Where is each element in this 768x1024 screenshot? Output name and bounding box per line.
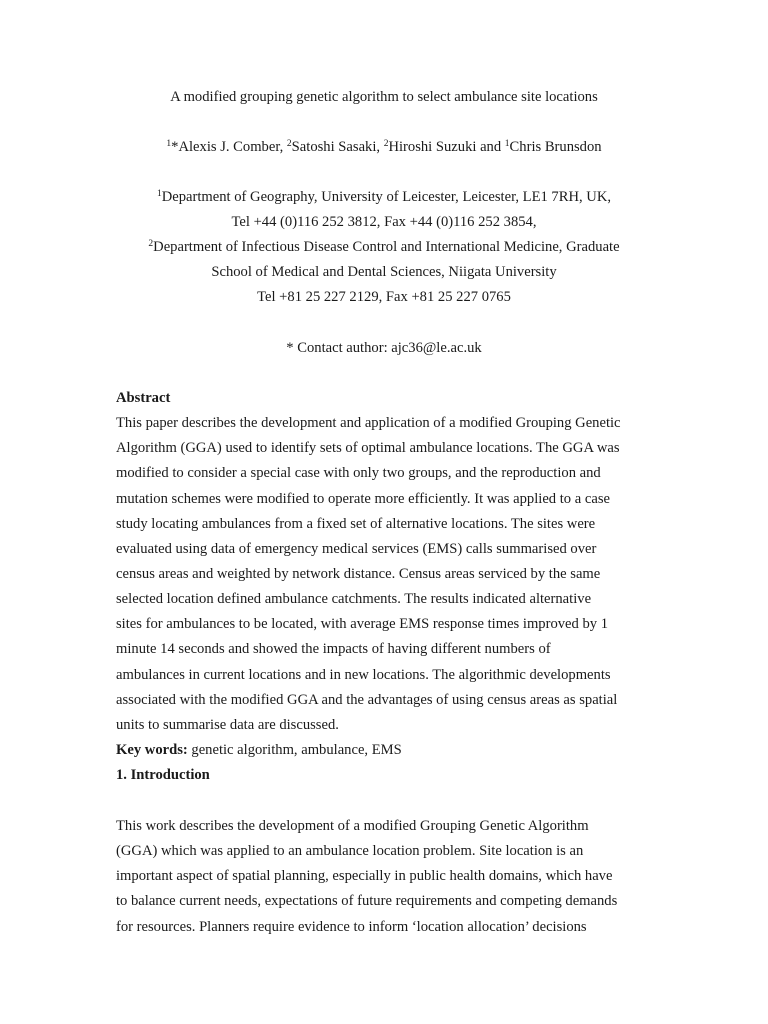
author-1-superscript: 1 bbox=[166, 139, 172, 149]
author-4-name: Chris Brunsdon bbox=[509, 139, 602, 155]
abstract-line: Algorithm (GGA) used to identify sets of optimal ambulance locations. The GGA was bbox=[116, 440, 620, 457]
abstract-line: evaluated using data of emergency medical services (EMS) calls summarised over bbox=[116, 540, 597, 557]
introduction-line: (GGA) which was applied to an ambulance location problem. Site location is an bbox=[116, 843, 584, 860]
abstract-line: minute 14 seconds and showed the impacts of having different numbers of bbox=[116, 641, 551, 658]
author-4-superscript: 1 bbox=[504, 139, 510, 149]
abstract-line: This paper describes the development and application of a modified Grouping Genetic bbox=[116, 415, 621, 432]
affiliation-2-continued: School of Medical and Dental Sciences, Niigata University bbox=[211, 264, 557, 280]
abstract-line: sites for ambulances to be located, with average EMS response times improved by 1 bbox=[116, 616, 609, 633]
introduction-section bbox=[116, 816, 676, 942]
abstract-line: modified to consider a special case with only two groups, and the reproduction and bbox=[116, 465, 601, 482]
paper-title: A modified grouping genetic algorithm to select ambulance site locations bbox=[170, 89, 598, 105]
author-2-superscript: 2 bbox=[286, 139, 292, 149]
affiliation-1-superscript: 1 bbox=[156, 189, 162, 199]
abstract-line: census areas and weighted by network distance. Census areas serviced by the same bbox=[116, 565, 601, 582]
abstract-line: ambulances in current locations and in new locations. The algorithmic developments bbox=[116, 666, 611, 683]
introduction-line: to balance current needs, expectations of future requirements and competing demands bbox=[116, 893, 618, 910]
abstract-heading: Abstract bbox=[116, 390, 171, 406]
introduction-line: important aspect of spatial planning, especially in public health domains, which have bbox=[116, 868, 613, 885]
introduction-heading: 1. Introduction bbox=[116, 767, 210, 784]
keywords-line bbox=[116, 740, 676, 765]
affiliation-1 bbox=[0, 187, 768, 207]
abstract-section bbox=[116, 388, 676, 790]
affiliation-1-phone: Tel +44 (0)116 252 3812, Fax +44 (0)116 252 3854, bbox=[231, 214, 537, 230]
author-2-name: Satoshi Sasaki, bbox=[291, 139, 384, 155]
introduction-line: for resources. Planners require evidence to inform ‘location allocation’ decisions bbox=[116, 918, 587, 935]
abstract-line: associated with the modified GGA and the advantages of using census areas as spatial bbox=[116, 691, 618, 708]
keywords-text: genetic algorithm, ambulance, EMS bbox=[187, 741, 402, 758]
author-list bbox=[0, 137, 768, 157]
introduction-line: This work describes the development of a modified Grouping Genetic Algorithm bbox=[116, 818, 589, 834]
abstract-line: units to summarise data are discussed. bbox=[116, 716, 339, 733]
author-3-name: Hiroshi Suzuki and bbox=[388, 139, 505, 155]
affiliation-2-superscript: 2 bbox=[148, 239, 154, 249]
abstract-line: mutation schemes were modified to operate more efficiently. It was applied to a case bbox=[116, 490, 610, 507]
affiliation-2-phone: Tel +81 25 227 2129, Fax +81 25 227 0765 bbox=[257, 289, 511, 305]
abstract-line: selected location defined ambulance catchments. The results indicated alternative bbox=[116, 591, 592, 608]
keywords-label: Key words: bbox=[116, 741, 188, 758]
affiliation-2 bbox=[0, 237, 768, 257]
affiliation-2-text: Department of Infectious Disease Control and International Medicine, Graduate bbox=[153, 239, 620, 255]
abstract-line: study locating ambulances from a fixed set of alternative locations. The sites were bbox=[116, 515, 596, 532]
author-3-superscript: 2 bbox=[383, 139, 389, 149]
affiliation-1-text: Department of Geography, University of Leicester, Leicester, LE1 7RH, UK, bbox=[161, 189, 612, 205]
author-1-name: *Alexis J. Comber, bbox=[171, 139, 287, 155]
contact-author: * Contact author: ajc36@le.ac.uk bbox=[286, 340, 482, 356]
